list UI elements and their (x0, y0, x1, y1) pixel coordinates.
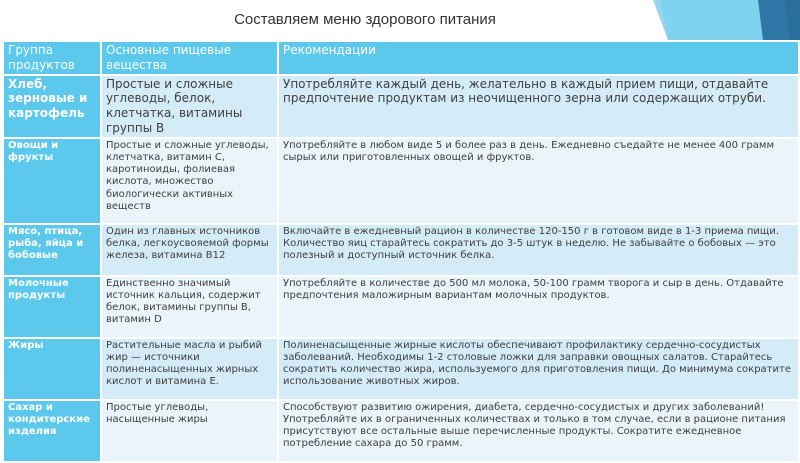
header-group: Группа продуктов (3, 41, 101, 75)
nutrients-cell: Простые углеводы, насыщенные жиры (101, 400, 278, 462)
advice-cell: Полиненасыщенные жирные кислоты обеспечивают профилактику сердечно-сосудистых заболеваний. Необходимы 1-2 столовые ложки для заправки овощных салатов. Старайтесь сократить количество жира, используемого для приготовления пищи. До минимума сократите использование животных жиров. (278, 338, 799, 400)
group-cell: Овощи и фрукты (3, 138, 101, 224)
table-row (3, 138, 799, 224)
nutrients-cell: Один из главных источников белка, легкоусвояемой формы железа, витамина В12 (101, 224, 278, 276)
group-cell: Мясо, птица, рыба, яйца и бобовые (3, 224, 101, 276)
group-cell: Хлеб, зерновые и картофель (3, 75, 101, 138)
slide-title: Составляем меню здорового питания (234, 11, 496, 28)
header-advice: Рекомендации (278, 41, 799, 75)
header-nutrients: Основные пищевые вещества (101, 41, 278, 75)
table-row (3, 400, 799, 462)
table-row (3, 75, 799, 138)
table-row (3, 338, 799, 400)
group-cell: Сахар и кондитерские изделия (3, 400, 101, 462)
advice-cell: Способствуют развитию ожирения, диабета, сердечно-сосудистых и других заболеваний! Употребляйте их в ограниченных количествах и только в том случае, если в рационе питания присутствуют все остальные выше перечисленные продукты. Сократите ежедневное потребление сахара до 50 грамм. (278, 400, 799, 462)
table-row (3, 276, 799, 338)
nutrition-table (2, 40, 800, 463)
advice-cell: Употребляйте в любом виде 5 и более раз в день. Ежедневно съедайте не менее 400 грамм сырых или приготовленных овощей и фруктов. (278, 138, 799, 224)
table-row (3, 224, 799, 276)
nutrients-cell: Единственно значимый источник кальция, содержит белок, витамины группы В, витамин D (101, 276, 278, 338)
group-cell: Молочные продукты (3, 276, 101, 338)
group-cell: Жиры (3, 338, 101, 400)
nutrients-cell: Растительные масла и рыбий жир — источники полиненасыщенных жирных кислот и витамина Е. (101, 338, 278, 400)
table-header-row (3, 41, 799, 75)
advice-cell: Употребляйте в количестве до 500 мл молока, 50-100 грамм творога и сыр в день. Отдавайте предпочтения маложирным вариантам молочных продуктов. (278, 276, 799, 338)
advice-cell: Включайте в ежедневный рацион в количестве 120-150 г в готовом виде в 1-3 приема пищи. Количество яиц старайтесь сократить до 3-5 штук в неделю. Не забывайте о бобовых — это полезный и доступный источник белка. (278, 224, 799, 276)
nutrients-cell: Простые и сложные углеводы, клетчатка, витамин С, каротиноиды, фолиевая кислота, множество биологически активных веществ (101, 138, 278, 224)
nutrients-cell: Простые и сложные углеводы, белок, клетчатка, витамины группы В (101, 75, 278, 138)
advice-cell: Употребляйте каждый день, желательно в каждый прием пищи, отдавайте предпочтение продуктам из неочищенного зерна или содержащих отруби. (278, 75, 799, 138)
